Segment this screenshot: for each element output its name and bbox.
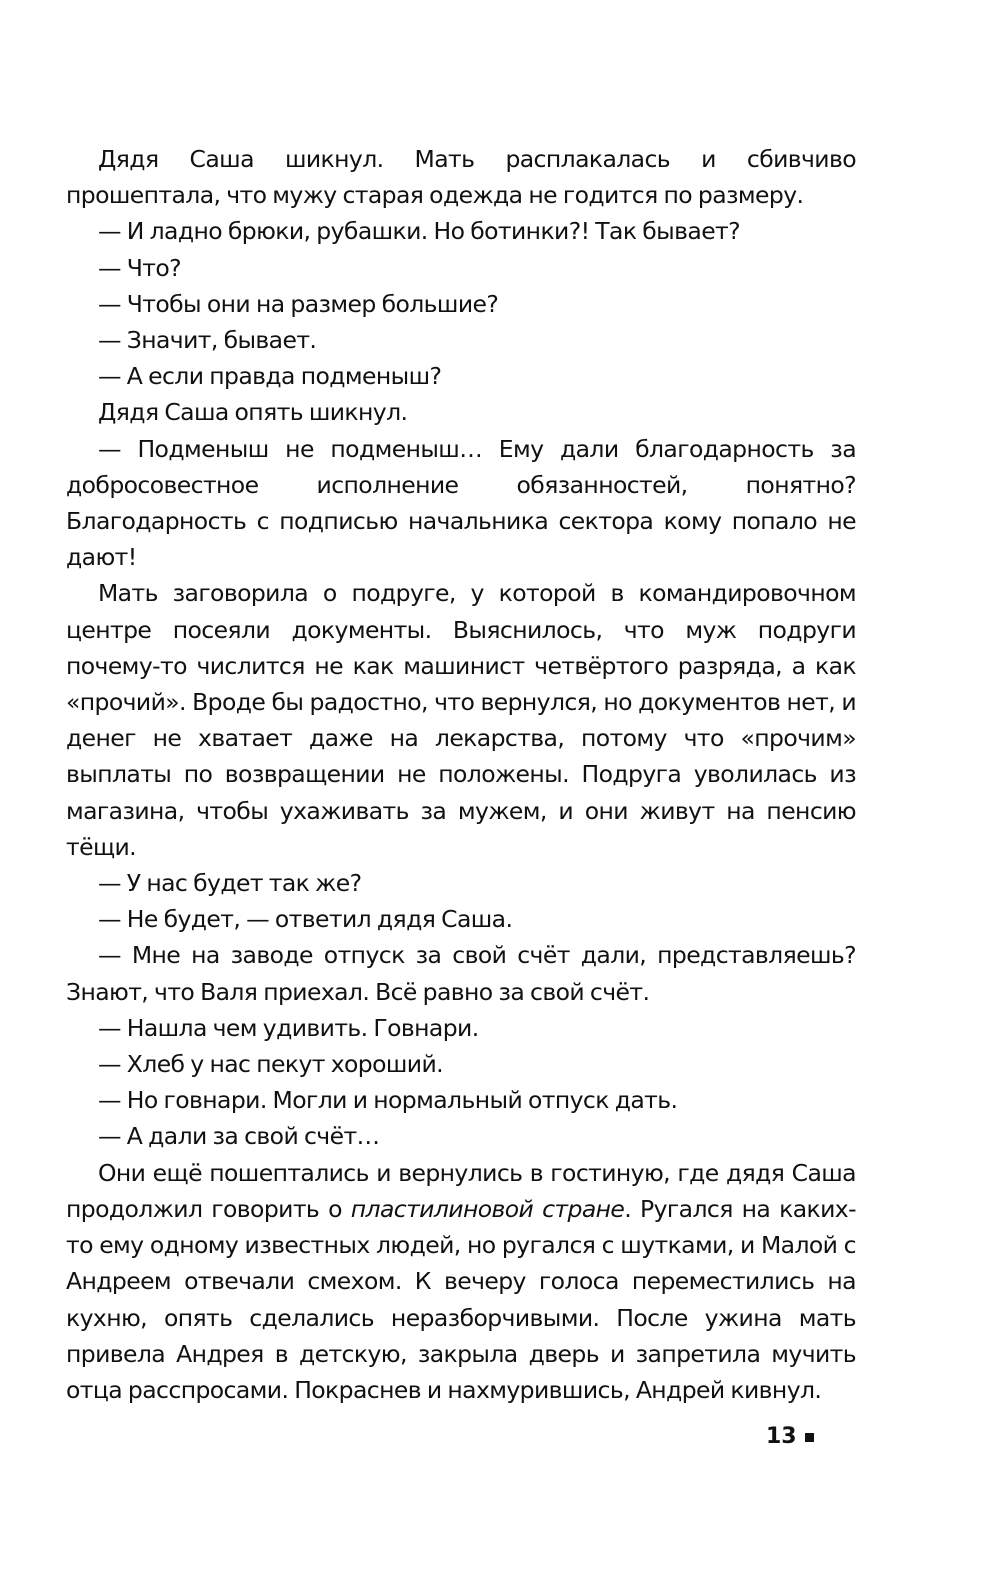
dialogue-line: — Нашла чем удивить. Говнари.	[98, 1013, 479, 1042]
page-number: 13	[766, 1423, 797, 1449]
paragraph: Дядя Саша опять шикнул.	[98, 398, 408, 427]
paragraph: Мать заговорила о подруге, у которой в командировочном центре посеяли документы. Выяснилось, что муж подруги почему-то числится не как машинист четвёртого разряда, а как «прочий». Вроде бы радостно, что вернулся, но документов нет, и денег не хватает даже на лекарства, потому что «прочим» выплаты по возвращении не положены. Подруга уволилась из магазина, чтобы ухаживать за мужем, и они живут на пенсию тёщи.	[66, 579, 856, 861]
body-text	[66, 141, 856, 1408]
dialogue-line: — Мне на заводе отпуск за свой счёт дали, представляешь? Знают, что Валя приехал. Всё равно за свой счёт.	[66, 941, 856, 1006]
dialogue-line: — А дали за свой счёт…	[98, 1122, 380, 1151]
dialogue-line: — А если правда подменыш?	[98, 362, 442, 391]
page-footer	[766, 1421, 814, 1451]
dialogue-line: — Что?	[98, 253, 182, 282]
paragraph-text: Они ещё пошептались и вернулись в гостиную, где дядя Саша продолжил говорить о	[66, 1158, 856, 1223]
dialogue-line: — Но говнари. Могли и нормальный отпуск дать.	[98, 1086, 678, 1115]
paragraph	[66, 1155, 856, 1408]
dialogue-line: — Не будет, — ответил дядя Саша.	[98, 905, 513, 934]
paragraph-text: . Ругался на каких-то ему одному известных людей, но ругался с шутками, и Малой с Андреем отвечали смехом. К вечеру голоса переместились на кухню, опять сделались неразборчивыми. После ужина мать привела Андрея в детскую, закрыла дверь и запретила мучить отца расспросами. Покраснев и нахмурившись, Андрей кивнул.	[66, 1194, 856, 1404]
paragraph: Дядя Саша шикнул. Мать расплакалась и сбивчиво прошептала, что мужу старая одежда не годится по размеру.	[66, 145, 856, 210]
dialogue-line: — Подменыш не подменыш… Ему дали благодарность за добросовестное исполнение обязанностей, понятно? Благодарность с подписью начальника сектора кому попало не дают!	[66, 434, 856, 572]
dialogue-line: — И ладно брюки, рубашки. Но ботинки?! Так бывает?	[98, 217, 741, 246]
dialogue-line: — Чтобы они на размер большие?	[98, 289, 499, 318]
dialogue-line: — Значит, бывает.	[98, 326, 317, 355]
italic-phrase: пластилиновой стране	[350, 1194, 625, 1223]
dialogue-line: — У нас будет так же?	[98, 869, 362, 898]
square-bullet-icon	[805, 1433, 814, 1442]
dialogue-line: — Хлеб у нас пекут хороший.	[98, 1050, 444, 1079]
